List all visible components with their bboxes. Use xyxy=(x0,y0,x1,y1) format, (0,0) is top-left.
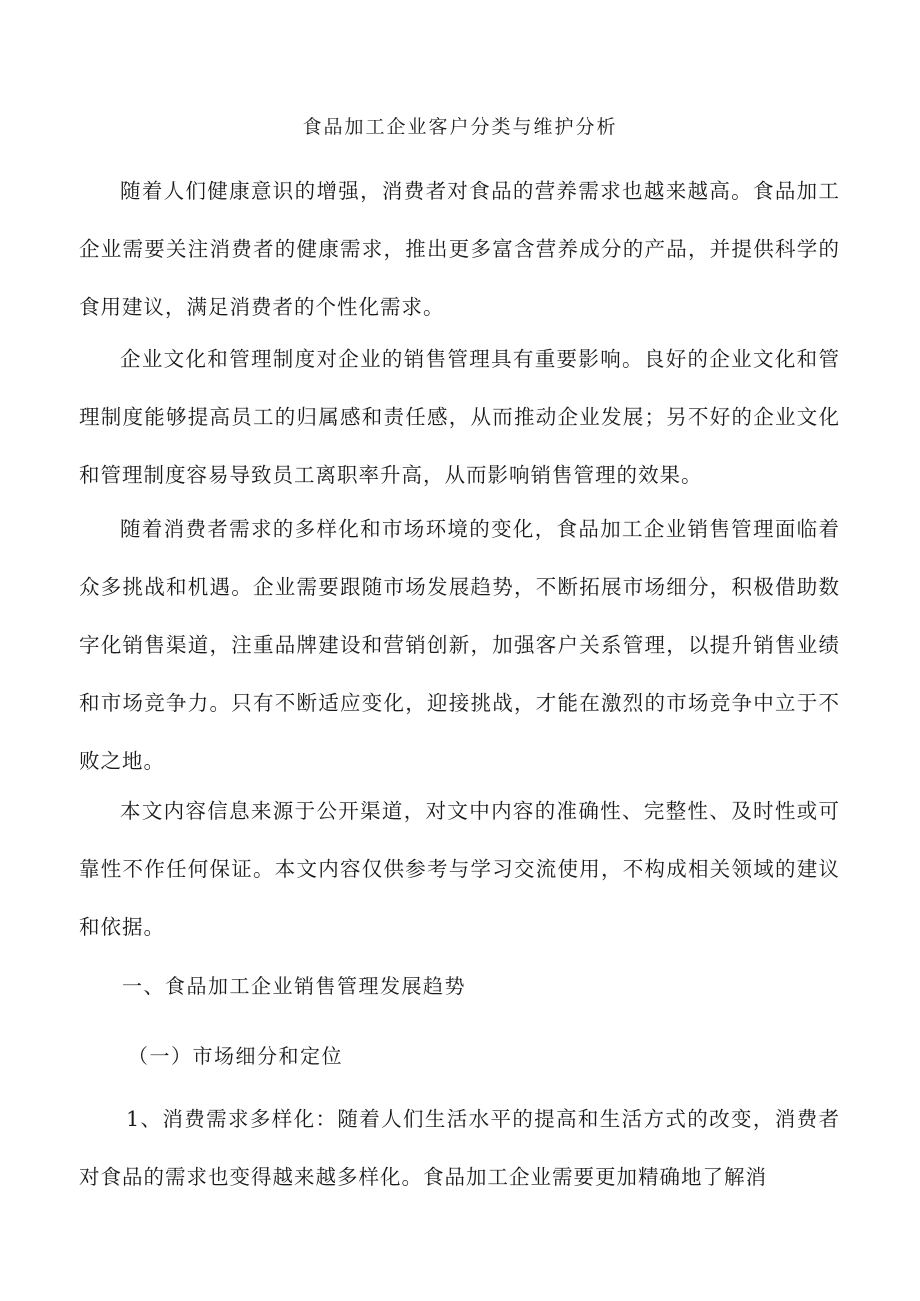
paragraph-point-1: 1、消费需求多样化：随着人们生活水平的提高和生活方式的改变，消费者对食品的需求也变得越来越多样化。食品加工企业需要更加精确地了解消 xyxy=(79,1107,840,1189)
paragraph-challenges: 随着消费者需求的多样化和市场环境的变化，食品加工企业销售管理面临着众多挑战和机遇。企业需要跟随市场发展趋势，不断拓展市场细分，积极借助数字化销售渠道，注重品牌建设和营销创新，加强客户关系管理，以提升销售业绩和市场竞争力。只有不断适应变化，迎接挑战，才能在激烈的市场竞争中立于不败之地。 xyxy=(79,517,840,773)
section-heading: 一、食品加工企业销售管理发展趋势 xyxy=(122,974,466,998)
subsection-heading: （一）市场细分和定位 xyxy=(128,1044,343,1068)
paragraph-corporate-culture: 企业文化和管理制度对企业的销售管理具有重要影响。良好的企业文化和管理制度能够提高员工的归属感和责任感，从而推动企业发展；另不好的企业文化和管理制度容易导致员工离职率升高，从而影响销售管理的效果。 xyxy=(79,347,840,487)
paragraph-disclaimer: 本文内容信息来源于公开渠道，对文中内容的准确性、完整性、及时性或可靠性不作任何保证。本文内容仅供参考与学习交流使用，不构成相关领域的建议和依据。 xyxy=(79,799,840,939)
paragraph-health-needs: 随着人们健康意识的增强，消费者对食品的营养需求也越来越高。食品加工企业需要关注消费者的健康需求，推出更多富含营养成分的产品，并提供科学的食用建议，满足消费者的个性化需求。 xyxy=(79,179,840,319)
document-title: 食品加工企业客户分类与维护分析 xyxy=(302,116,618,138)
